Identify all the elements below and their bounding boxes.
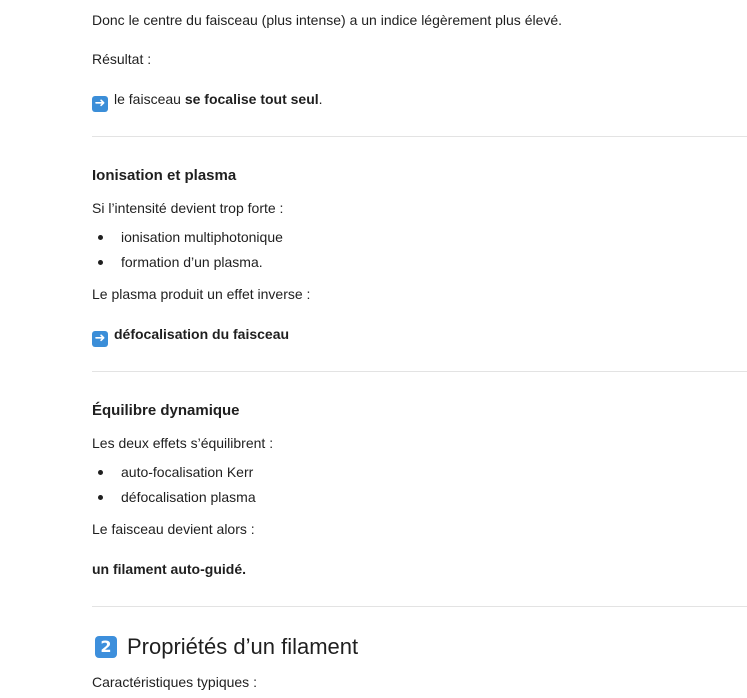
right-arrow-icon: ➜ [92,96,108,112]
list-item [92,250,283,275]
result-line [92,89,323,112]
ionisation-intro: Si l’intensité devient trop forte : [92,200,284,216]
list-item-text: formation d’un plasma. [121,254,263,270]
bullet-dot [98,260,103,265]
result-bold: se focalise tout seul [184,91,319,107]
ionisation-conclusion-bold: défocalisation du faisceau [114,326,290,342]
bullet-dot [98,235,103,240]
right-arrow-icon: ➜ [92,331,108,347]
list-item [92,225,283,250]
keycap-2-icon: 2 [95,636,117,658]
result-prefix: le faisceau [114,91,185,107]
list-item [92,460,256,485]
equilibre-effect: Le faisceau devient alors : [92,521,255,537]
section-2-intro: Caractéristiques typiques : [92,674,257,690]
equilibre-conclusion: un filament auto-guidé. [92,561,246,577]
ionisation-conclusion [92,324,289,347]
divider [92,606,747,607]
list-item-text: ionisation multiphotonique [121,229,283,245]
divider [92,136,747,137]
equilibre-list [92,460,256,510]
equilibre-intro: Les deux effets s’équilibrent : [92,435,274,451]
heading-section-2 [92,633,358,661]
bullet-dot [98,470,103,475]
heading-ionisation: Ionisation et plasma [92,167,237,184]
list-item-text: défocalisation plasma [121,489,256,505]
result-label: Résultat : [92,51,152,67]
ionisation-effect: Le plasma produit un effet inverse : [92,286,311,302]
ionisation-list [92,225,283,275]
result-suffix: . [318,91,323,107]
heading-equilibre: Équilibre dynamique [92,402,240,419]
list-item [92,485,256,510]
bullet-dot [98,495,103,500]
list-item-text: auto-focalisation Kerr [121,464,254,480]
section-2-title: Propriétés d’un filament [127,634,359,659]
paragraph-center-index: Donc le centre du faisceau (plus intense) a un indice légèrement plus élevé. [92,12,563,28]
divider [92,371,747,372]
